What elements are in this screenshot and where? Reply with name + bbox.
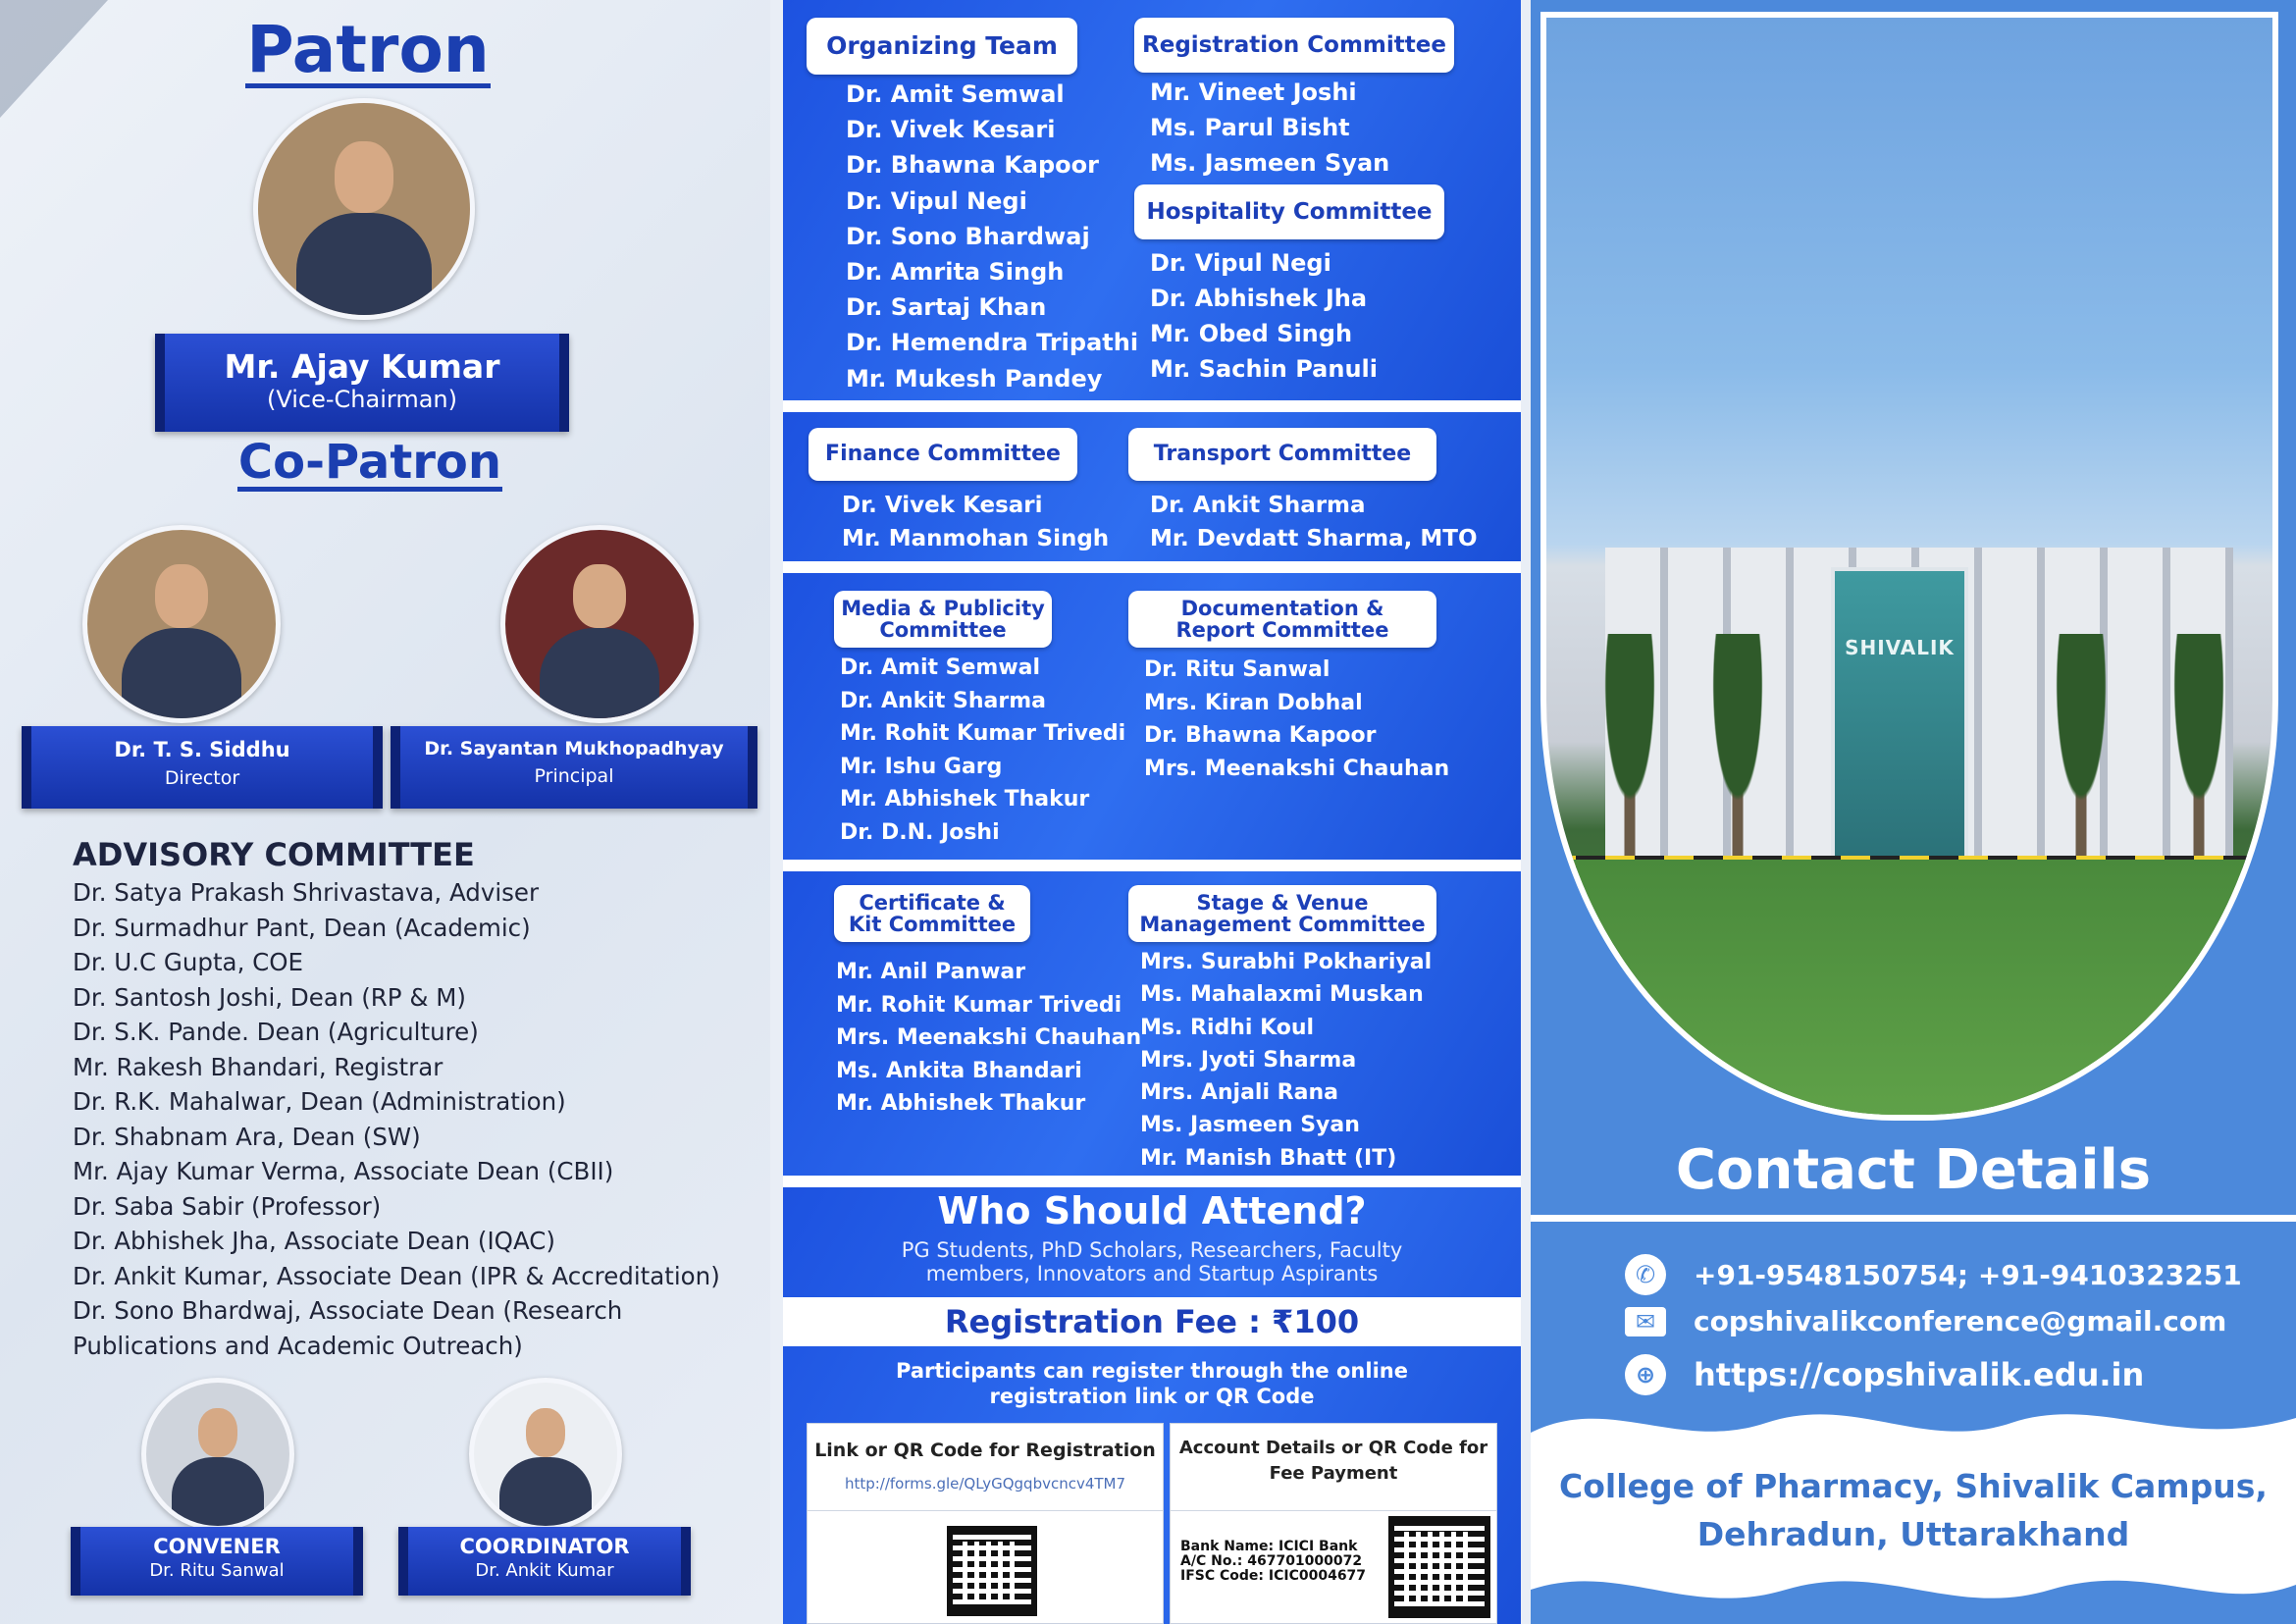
advisory-member: Publications and Academic Outreach) — [73, 1331, 523, 1360]
media-title-line2: Committee — [879, 618, 1007, 642]
advisory-member: Dr. Abhishek Jha, Associate Dean (IQAC) — [73, 1227, 555, 1255]
member: Ms. Ankita Bhandari — [836, 1058, 1082, 1083]
member: Dr. Amit Semwal — [840, 655, 1041, 680]
contact-details-title: Contact Details — [1675, 1138, 2152, 1202]
member: Dr. Vivek Kesari — [842, 493, 1043, 518]
bank-name: Bank Name: ICICI Bank — [1180, 1539, 1358, 1554]
committee-block-2 — [783, 412, 1521, 561]
documentation-title-line2: Report Committee — [1175, 618, 1389, 642]
coordinator-title: COORDINATOR — [459, 1535, 630, 1558]
certificate-committee-pill — [834, 885, 1030, 942]
registration-fee: Registration Fee : ₹100 — [783, 1297, 1521, 1346]
member: Mrs. Meenakshi Chauhan — [1144, 756, 1450, 781]
registration-qr-title: Link or QR Code for Registration — [814, 1440, 1156, 1461]
finance-committee-list — [842, 489, 1109, 555]
patron-name: Mr. Ajay Kumar — [224, 347, 500, 386]
phone-icon: ✆ — [1625, 1254, 1666, 1295]
hospitality-committee-pill: Hospitality Committee — [1134, 184, 1444, 239]
advisory-member: Mr. Ajay Kumar Verma, Associate Dean (CBII) — [73, 1157, 614, 1185]
phone-number[interactable]: +91-9548150754; +91-9410323251 — [1694, 1258, 2242, 1291]
stage-title-line1: Stage & Venue — [1196, 890, 1369, 915]
committee-block-1 — [783, 0, 1521, 400]
campus-photo — [1540, 12, 2278, 1121]
organizing-team-pill: Organizing Team — [807, 18, 1077, 75]
address-line1: College of Pharmacy, Shivalik Campus, — [1559, 1467, 2268, 1505]
principal-banner — [391, 726, 757, 809]
phone-row — [1625, 1254, 2242, 1295]
registration-qr-code[interactable] — [947, 1526, 1037, 1616]
member: Mr. Mukesh Pandey — [846, 364, 1103, 393]
middle-panel — [783, 0, 1521, 1624]
palm-tree — [2155, 634, 2243, 889]
director-name: Dr. T. S. Siddhu — [114, 738, 290, 761]
advisory-member: Dr. Shabnam Ara, Dean (SW) — [73, 1122, 421, 1151]
member: Mrs. Surabhi Pokhariyal — [1140, 950, 1433, 974]
convener-title: CONVENER — [153, 1535, 281, 1558]
member: Mr. Obed Singh — [1150, 320, 1353, 347]
principal-role: Principal — [534, 765, 614, 787]
documentation-committee-list — [1144, 654, 1449, 785]
who-desc-line2: members, Innovators and Startup Aspirants — [925, 1262, 1379, 1285]
payment-title-line2: Fee Payment — [1269, 1463, 1398, 1484]
member: Mr. Abhishek Thakur — [840, 787, 1090, 812]
payment-qr-title — [1171, 1436, 1496, 1487]
member: Mrs. Kiran Dobhal — [1144, 690, 1363, 715]
palm-tree — [2037, 634, 2125, 889]
member: Dr. Sartaj Khan — [846, 293, 1047, 322]
member: Dr. Vipul Negi — [1150, 249, 1331, 277]
member: Ms. Jasmeen Syan — [1150, 149, 1390, 177]
stage-committee-pill — [1128, 885, 1436, 942]
advisory-member: Dr. Surmadhur Pant, Dean (Academic) — [73, 913, 531, 942]
organizing-team-list — [846, 77, 1138, 396]
media-title-line1: Media & Publicity — [841, 596, 1045, 620]
committee-block-3 — [783, 573, 1521, 860]
media-committee-pill — [834, 591, 1052, 648]
member: Dr. Sono Bhardwaj — [846, 222, 1090, 250]
certificate-title-line2: Kit Committee — [848, 913, 1017, 936]
member: Ms. Mahalaxmi Muskan — [1140, 982, 1424, 1008]
left-panel — [0, 0, 770, 1624]
patron-photo — [253, 98, 475, 320]
envelope-icon: ✉ — [1625, 1307, 1666, 1336]
certificate-committee-list — [836, 956, 1141, 1121]
coordinator-banner — [398, 1527, 691, 1596]
member: Ms. Ridhi Koul — [1140, 1015, 1315, 1040]
address-line2: Dehradun, Uttarakhand — [1696, 1515, 2130, 1553]
certificate-title-line1: Certificate & — [859, 890, 1006, 915]
member: Mr. Vineet Joshi — [1150, 79, 1357, 106]
director-photo — [82, 525, 281, 723]
transport-committee-pill: Transport Committee — [1128, 428, 1436, 481]
member: Mr. Manmohan Singh — [842, 526, 1110, 551]
committee-block-4 — [783, 871, 1521, 1176]
member: Mr. Abhishek Thakur — [836, 1091, 1086, 1116]
advisory-member: Dr. Santosh Joshi, Dean (RP & M) — [73, 982, 466, 1012]
member: Dr. Abhishek Jha — [1150, 285, 1368, 312]
principal-photo — [500, 525, 699, 723]
advisory-member: Mr. Rakesh Bhandari, Registrar — [73, 1052, 444, 1081]
member: Mrs. Anjali Rana — [1140, 1080, 1338, 1106]
convener-banner — [71, 1527, 363, 1596]
campus-tower — [1831, 567, 1968, 881]
member: Ms. Parul Bisht — [1150, 114, 1350, 141]
campus-lawn — [1546, 860, 2272, 1115]
advisory-member: Dr. Ankit Kumar, Associate Dean (IPR & Accreditation) — [73, 1261, 720, 1290]
member: Dr. Bhawna Kapoor — [1144, 723, 1377, 748]
advisory-member: Dr. S.K. Pande. Dean (Agriculture) — [73, 1018, 479, 1046]
reg-note-line2: registration link or QR Code — [989, 1385, 1315, 1408]
registration-note — [832, 1358, 1472, 1409]
media-committee-list — [840, 652, 1125, 849]
address — [1531, 1462, 2296, 1558]
coordinator-photo — [469, 1378, 622, 1531]
ifsc-code: IFSC Code: ICIC0004677 — [1180, 1568, 1367, 1584]
convener-name: Dr. Ritu Sanwal — [149, 1560, 285, 1581]
account-number: A/C No.: 467701000072 — [1180, 1553, 1363, 1569]
advisory-member: Dr. R.K. Mahalwar, Dean (Administration) — [73, 1087, 566, 1116]
member: Mr. Sachin Panuli — [1150, 355, 1378, 383]
member: Dr. D.N. Joshi — [840, 819, 1000, 845]
website-link[interactable]: https://copshivalik.edu.in — [1694, 1356, 2145, 1393]
member: Mr. Rohit Kumar Trivedi — [836, 992, 1122, 1018]
who-desc-line1: PG Students, PhD Scholars, Researchers, Faculty — [901, 1238, 1403, 1262]
member: Mr. Devdatt Sharma, MTO — [1150, 526, 1478, 551]
member: Dr. Bhawna Kapoor — [846, 151, 1099, 180]
member: Mr. Ishu Garg — [840, 754, 1003, 779]
member: Dr. Ankit Sharma — [1150, 493, 1366, 518]
patron-role: (Vice-Chairman) — [267, 386, 457, 413]
member: Dr. Hemendra Tripathi — [846, 329, 1139, 357]
principal-name: Dr. Sayantan Mukhopadhyay — [424, 738, 724, 760]
patron-banner — [155, 334, 569, 432]
documentation-title-line1: Documentation & — [1180, 596, 1384, 620]
campus-sign: SHIVALIK — [1845, 636, 1955, 659]
globe-icon: ⊕ — [1625, 1354, 1666, 1395]
email-address[interactable]: copshivalikconference@gmail.com — [1694, 1305, 2227, 1337]
member: Mrs. Meenakshi Chauhan — [836, 1025, 1142, 1050]
registration-committee-list — [1150, 75, 1389, 181]
right-panel — [1531, 0, 2296, 1624]
member: Mrs. Jyoti Sharma — [1140, 1047, 1357, 1073]
reg-note-line1: Participants can register through the online — [896, 1359, 1408, 1383]
member: Dr. Ankit Sharma — [840, 688, 1046, 713]
registration-qr-card — [807, 1423, 1164, 1624]
advisory-list — [73, 875, 759, 1363]
member: Dr. Vipul Negi — [846, 186, 1027, 215]
website-row — [1625, 1354, 2144, 1395]
documentation-committee-pill — [1128, 591, 1436, 648]
member: Mr. Rohit Kumar Trivedi — [840, 721, 1126, 746]
palm-tree — [1694, 634, 1782, 889]
advisory-member: Dr. Satya Prakash Shrivastava, Adviser — [73, 878, 540, 907]
member: Dr. Amit Semwal — [846, 80, 1065, 108]
advisory-member: Dr. Saba Sabir (Professor) — [73, 1191, 382, 1221]
registration-link[interactable]: http://forms.gle/QLyGQgqbvcncv4TM7 — [844, 1475, 1126, 1493]
email-row — [1625, 1305, 2226, 1337]
stage-committee-list — [1140, 946, 1432, 1175]
patron-title: Patron — [246, 12, 490, 87]
member: Dr. Amrita Singh — [846, 258, 1065, 287]
advisory-title: ADVISORY COMMITTEE — [73, 836, 475, 873]
payment-title-line1: Account Details or QR Code for — [1178, 1438, 1488, 1458]
member: Dr. Ritu Sanwal — [1144, 657, 1331, 682]
director-role: Director — [164, 767, 240, 789]
director-banner — [22, 726, 383, 809]
advisory-member: Dr. U.C Gupta, COE — [73, 948, 304, 976]
hospitality-committee-list — [1150, 245, 1378, 387]
palm-tree — [1586, 634, 1674, 889]
finance-committee-pill: Finance Committee — [809, 428, 1077, 481]
corner-decoration — [0, 0, 108, 118]
member: Ms. Jasmeen Syan — [1140, 1113, 1360, 1138]
member: Mr. Manish Bhatt (IT) — [1140, 1145, 1397, 1171]
who-should-attend-title: Who Should Attend? — [937, 1189, 1367, 1232]
convener-photo — [141, 1378, 294, 1531]
coordinator-name: Dr. Ankit Kumar — [475, 1560, 614, 1581]
payment-qr-code[interactable] — [1388, 1516, 1490, 1618]
stage-title-line2: Management Committee — [1139, 913, 1426, 936]
bank-details — [1180, 1540, 1366, 1584]
copatron-title: Co-Patron — [237, 438, 502, 492]
member: Mr. Anil Panwar — [836, 960, 1026, 984]
payment-qr-card — [1170, 1423, 1497, 1624]
registration-committee-pill: Registration Committee — [1134, 18, 1454, 73]
transport-committee-list — [1150, 489, 1478, 555]
advisory-member: Dr. Sono Bhardwaj, Associate Dean (Research — [73, 1296, 623, 1325]
member: Dr. Vivek Kesari — [846, 116, 1056, 144]
who-should-attend-description — [842, 1238, 1462, 1285]
